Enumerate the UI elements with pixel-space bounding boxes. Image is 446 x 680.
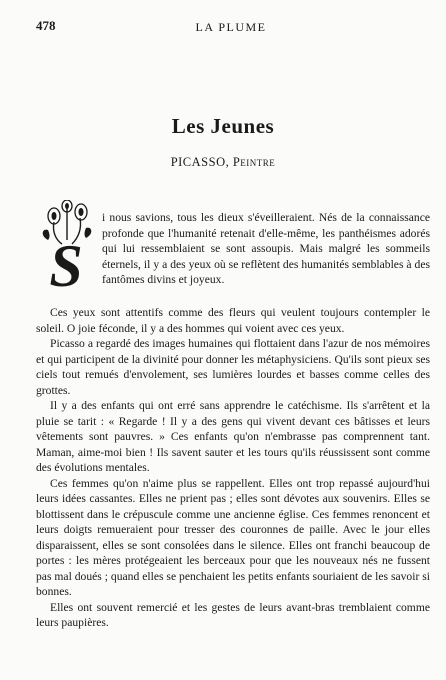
paragraph-4: Il y a des enfants qui ont erré sans apprendre le catéchisme. Ils s'arrêtent et la pluie se tarit : « Regarde ! Il y a des gens qui vivent devant ces bâtisses et leurs vêtements sont pauvres. » Ces enfants qu'on n'embrasse pas comprennent tant. Maman, aime-moi bien ! Ils savent sauter et les tours qu'ils réussissent sont comme des évolutions mentales. — [36, 399, 430, 474]
article-title: Les Jeunes — [171, 114, 275, 138]
paragraph-5: Ces femmes qu'on n'aime plus se rappellent. Elles ont trop repassé aujourd'hui leurs idées cassantes. Elles ne prient pas ; elles sont dévotes aux souvenirs. Elles se blottissent dans le crépuscule comme une ancienne église. Ces femmes renoncent et leurs doigts remueraient pour tresser des couronnes de paille. Avec le jour elles disparaissent, elles se sont consolées dans le silence. Elles ont franchi beaucoup de portes : les mères protégeaient les berceaux pour que les nouveaux nés ne fussent pas mal doués ; quand elles se penchaient les petits enfants souriaient de les savoir si bonnes. — [36, 476, 430, 598]
paragraph-2: Ces yeux sont attentifs comme des fleurs qui veulent toujours contempler le soleil. O joie féconde, il y a des hommes qui voient avec ces yeux. — [36, 306, 430, 335]
running-header — [36, 18, 426, 34]
journal-title: LA PLUME — [195, 20, 267, 34]
subtitle-name: PICASSO, — [170, 155, 230, 169]
subtitle-role: Peintre — [232, 155, 276, 169]
page-number: 478 — [36, 18, 56, 33]
paragraph-3: Picasso a regardé des images humaines qui flottaient dans l'azur de nos mémoires et qui participent de la divinité pour donner les métaphysiciens. Qu'ils sont pieux ses ciels tout remués d'envolement, ses lumières lourdes et basses comme celles des grottes. — [36, 337, 430, 397]
article-subtitle — [0, 155, 446, 170]
paragraph-1: i nous savions, tous les dieux s'éveilleraient. Nés de la connaissance profonde que l'humanité retenait d'elle-même, les panthéismes adorés qui lui ressemblaient se sont assoupis. Mais malgré les sommeils éternels, il y a des yeux où se reflètent des humanités semblables à des fantômes divins et joyeux. — [102, 211, 430, 286]
opening-paragraph-block — [36, 210, 430, 290]
dropcap-letter: S — [49, 233, 83, 290]
body-text — [36, 305, 430, 631]
ornamental-dropcap-icon — [36, 200, 96, 290]
paragraph-6: Elles ont souvent remercié et les gestes de leurs avant-bras tremblaient comme leurs paupières. — [36, 600, 430, 629]
